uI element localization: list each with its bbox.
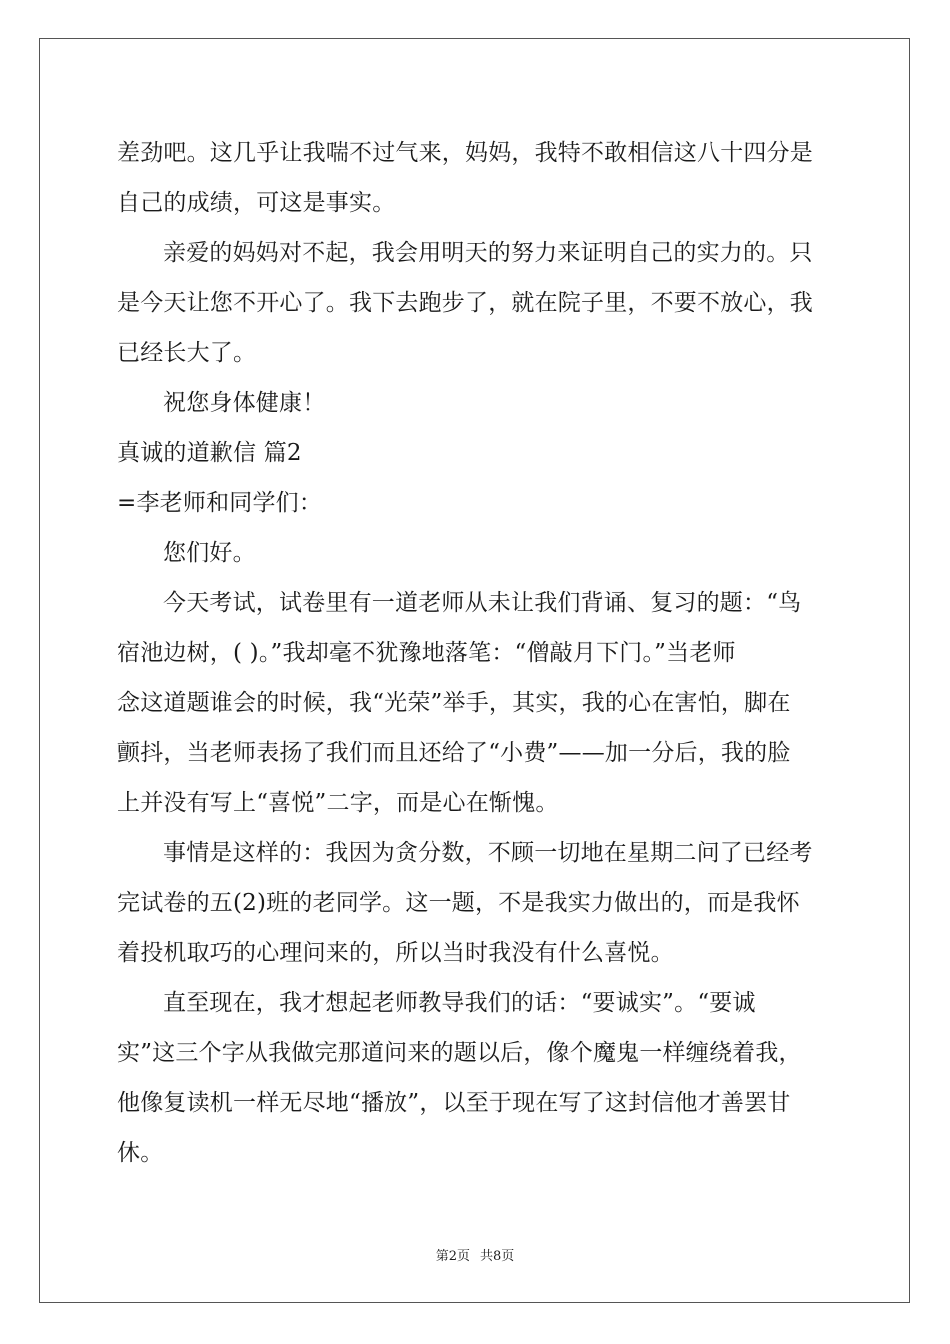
text-line: 事情是这样的：我因为贪分数，不顾一切地在星期二问了已经考 [163, 840, 813, 866]
text-line: 宿池边树，( )。”我却毫不犹豫地落笔：“僧敲月下门。”当老师 [117, 640, 736, 666]
page-footer [0, 1249, 950, 1265]
page-total: 共8页 [480, 1249, 515, 1264]
page-current: 第2页 [435, 1249, 470, 1264]
text-line: 差劲吧。这几乎让我喘不过气来，妈妈，我特不敢相信这八十四分是 [117, 140, 813, 166]
text-line: 亲爱的妈妈对不起，我会用明天的努力来证明自己的实力的。只 [163, 240, 813, 266]
text-line: 着投机取巧的心理问来的，所以当时我没有什么喜悦。 [117, 940, 674, 966]
text-line: 自己的成绩，可这是事实。 [117, 190, 396, 216]
salutation: =李老师和同学们： [117, 490, 323, 516]
text-line: 您们好。 [163, 540, 256, 566]
section-heading: 真诚的道歉信 篇2 [117, 440, 302, 466]
text-line: 他像复读机一样无尽地“播放”，以至于现在写了这封信他才善罢甘 [117, 1090, 791, 1116]
text-line: 颤抖，当老师表扬了我们而且还给了“小费”——加一分后，我的脸 [117, 740, 791, 766]
text-line: 祝您身体健康！ [163, 390, 326, 416]
document-body [117, 128, 837, 1178]
text-line: 上并没有写上“喜悦”二字，而是心在惭愧。 [117, 790, 559, 816]
text-line: 直至现在，我才想起老师教导我们的话：“要诚实”。“要诚 [163, 990, 756, 1016]
text-line: 今天考试，试卷里有一道老师从未让我们背诵、复习的题：“鸟 [163, 590, 802, 616]
text-line: 休。 [117, 1140, 164, 1166]
text-line: 是今天让您不开心了。我下去跑步了，就在院子里，不要不放心，我 [117, 290, 813, 316]
text-line: 已经长大了。 [117, 340, 257, 366]
text-line: 实”这三个字从我做完那道问来的题以后，像个魔鬼一样缠绕着我， [117, 1040, 802, 1066]
text-line: 念这道题谁会的时候，我“光荣”举手，其实，我的心在害怕，脚在 [117, 690, 791, 716]
text-line: 完试卷的五(2)班的老同学。这一题，不是我实力做出的，而是我怀 [117, 890, 800, 916]
